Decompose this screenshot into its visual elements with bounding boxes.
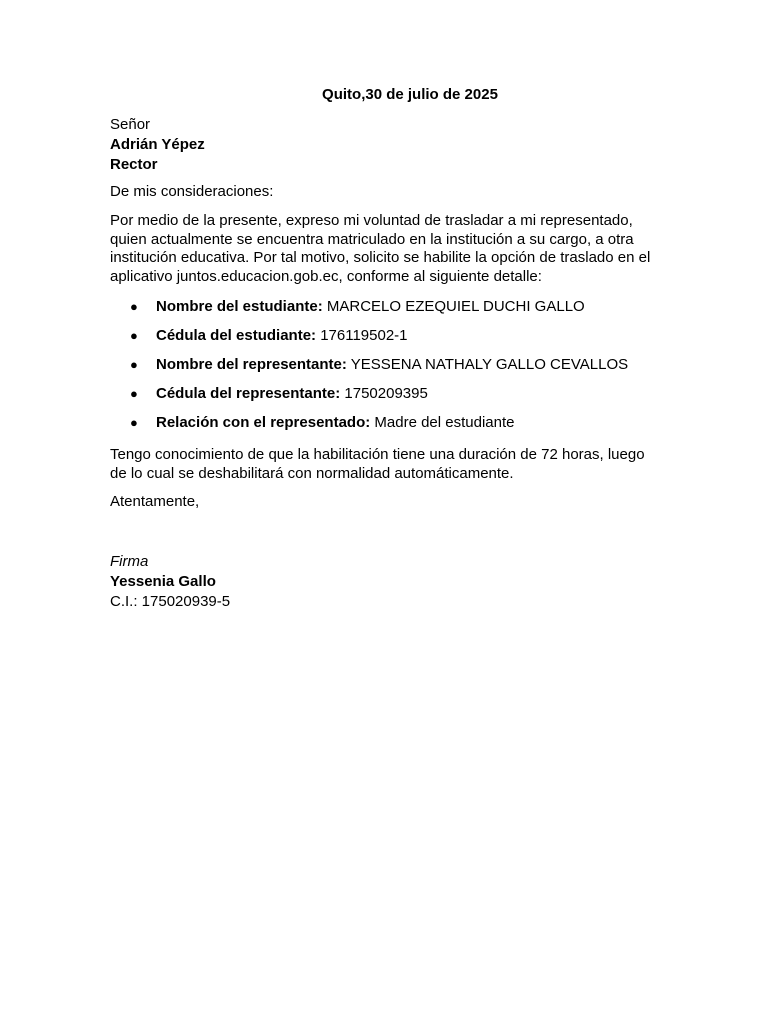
signer-id: C.I.: 175020939-5 — [110, 593, 231, 610]
details-list-item — [110, 384, 658, 413]
detail-value: MARCELO EZEQUIEL DUCHI GALLO — [322, 298, 585, 315]
details-list-item — [110, 326, 658, 355]
detail-label: Cédula del estudiante: — [156, 327, 317, 344]
date-line: Quito,30 de julio de 2025 — [322, 86, 498, 103]
greeting: De mis consideraciones: — [110, 183, 274, 200]
bullet-icon: ● — [130, 299, 138, 314]
detail-label: Cédula del representante: — [156, 385, 341, 402]
detail-value: 1750209395 — [340, 385, 428, 402]
body-paragraph-2: Tengo conocimiento de que la habilitación tiene una duración de 72 horas, luego de lo cual se deshabilitará con normalidad automáticamente. — [110, 446, 645, 482]
signature-block — [110, 552, 658, 612]
closing: Atentamente, — [110, 493, 200, 510]
detail-value: YESSENA NATHALY GALLO CEVALLOS — [346, 356, 629, 373]
detail-label: Nombre del estudiante: — [156, 298, 323, 315]
details-list-item — [110, 413, 658, 442]
detail-value: Madre del estudiante — [370, 414, 515, 431]
recipient-name: Adrián Yépez — [110, 136, 205, 153]
signature-label: Firma — [110, 553, 149, 570]
bullet-icon: ● — [130, 357, 138, 372]
recipient-block — [110, 115, 658, 175]
detail-label: Relación con el representado: — [156, 414, 371, 431]
bullet-icon: ● — [130, 328, 138, 343]
details-list-item — [110, 297, 658, 326]
signer-name: Yessenia Gallo — [110, 573, 216, 590]
details-list — [110, 297, 658, 442]
detail-value: 176119502-1 — [316, 327, 408, 344]
body-paragraph-1: Por medio de la presente, expreso mi voluntad de trasladar a mi representado, quien actualmente se encuentra matriculado en la institución a su cargo, a otra institución educativa. Por tal motivo, solicito se habilite la opción de traslado en el aplicativo juntos.educacion.gob.ec, conforme al siguiente detalle: — [110, 212, 651, 285]
details-list-item — [110, 355, 658, 384]
recipient-title: Rector — [110, 156, 158, 173]
recipient-salutation: Señor — [110, 116, 151, 133]
bullet-icon: ● — [130, 415, 138, 430]
bullet-icon: ● — [130, 386, 138, 401]
detail-label: Nombre del representante: — [156, 356, 347, 373]
